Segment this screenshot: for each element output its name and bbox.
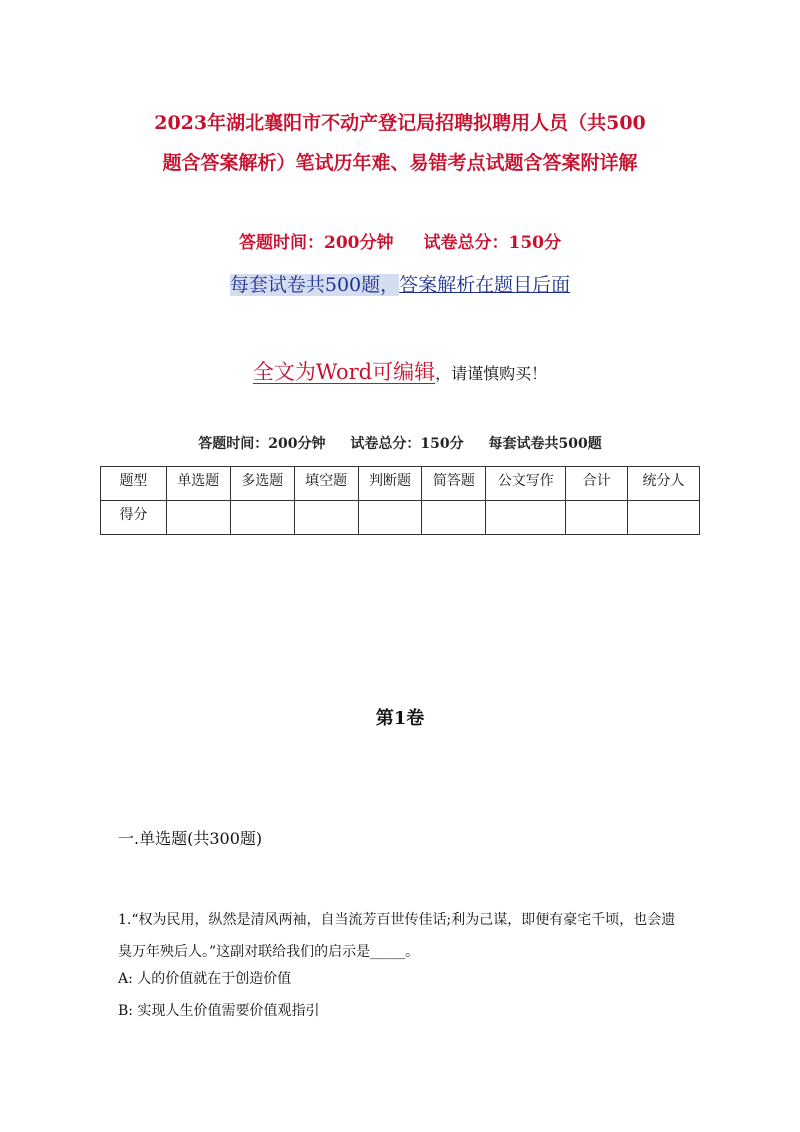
header-cell: 判断题: [358, 467, 422, 501]
volume-heading: 第1卷: [375, 708, 425, 729]
score-cell: [358, 501, 422, 535]
notice-part-1: 每套试卷共: [229, 274, 325, 296]
notice-part-3: 答案解析在题目后面: [399, 274, 571, 296]
editable-notice-main: 全文为Word可编辑: [252, 360, 436, 384]
header-cell: 多选题: [230, 467, 294, 501]
notice-part-2: 题，: [361, 274, 400, 296]
score-cell: [486, 501, 566, 535]
exam-info-line: [0, 433, 800, 453]
score-table-header-row: [101, 467, 700, 501]
score-cell: [166, 501, 230, 535]
header-cell: 合计: [566, 467, 628, 501]
section-heading: 一.单选题(共300题): [118, 829, 263, 848]
header-cell: 公文写作: [486, 467, 566, 501]
editable-notice: [0, 356, 800, 386]
header-cell: 填空题: [294, 467, 358, 501]
header-cell: 单选题: [166, 467, 230, 501]
score-cell: [422, 501, 486, 535]
score-cell: [628, 501, 700, 535]
info-score: 试卷总分：150分: [350, 436, 464, 452]
editable-notice-warning: ，请谨慎购买！: [435, 364, 548, 383]
document-title: [90, 103, 710, 183]
notice-count: 500: [324, 274, 362, 296]
score-table: [100, 466, 700, 535]
header-cell: 题型: [101, 467, 167, 501]
option-b: B: 实现人生价值需要价值观指引: [118, 1003, 320, 1019]
header-cell: 简答题: [422, 467, 486, 501]
info-time: 答题时间：200分钟: [198, 436, 326, 452]
title-line-1: 2023年湖北襄阳市不动产登记局招聘拟聘用人员（共500: [154, 112, 646, 134]
row-label-cell: 得分: [101, 501, 167, 535]
exam-time-score-red: [0, 228, 800, 253]
exam-time-red: 答题时间：200分钟: [239, 233, 394, 253]
info-count: 每套试卷共500题: [488, 436, 602, 452]
question-count-notice: [0, 270, 800, 297]
score-cell: [230, 501, 294, 535]
header-cell: 统分人: [628, 467, 700, 501]
option-a: A: 人的价值就在于创造价值: [118, 971, 292, 987]
score-cell: [566, 501, 628, 535]
title-line-2: 题含答案解析）笔试历年难、易错考点试题含答案附详解: [162, 152, 638, 174]
exam-score-red: 试卷总分：150分: [423, 233, 561, 253]
question-text: 1.“权为民用，纵然是清风两袖，自当流芳百世传佳话;利为己谋，即便有豪宅千顷，也会遗臭万年殃后人。”这副对联给我们的启示是_____。: [118, 912, 676, 960]
score-cell: [294, 501, 358, 535]
score-table-score-row: [101, 501, 700, 535]
